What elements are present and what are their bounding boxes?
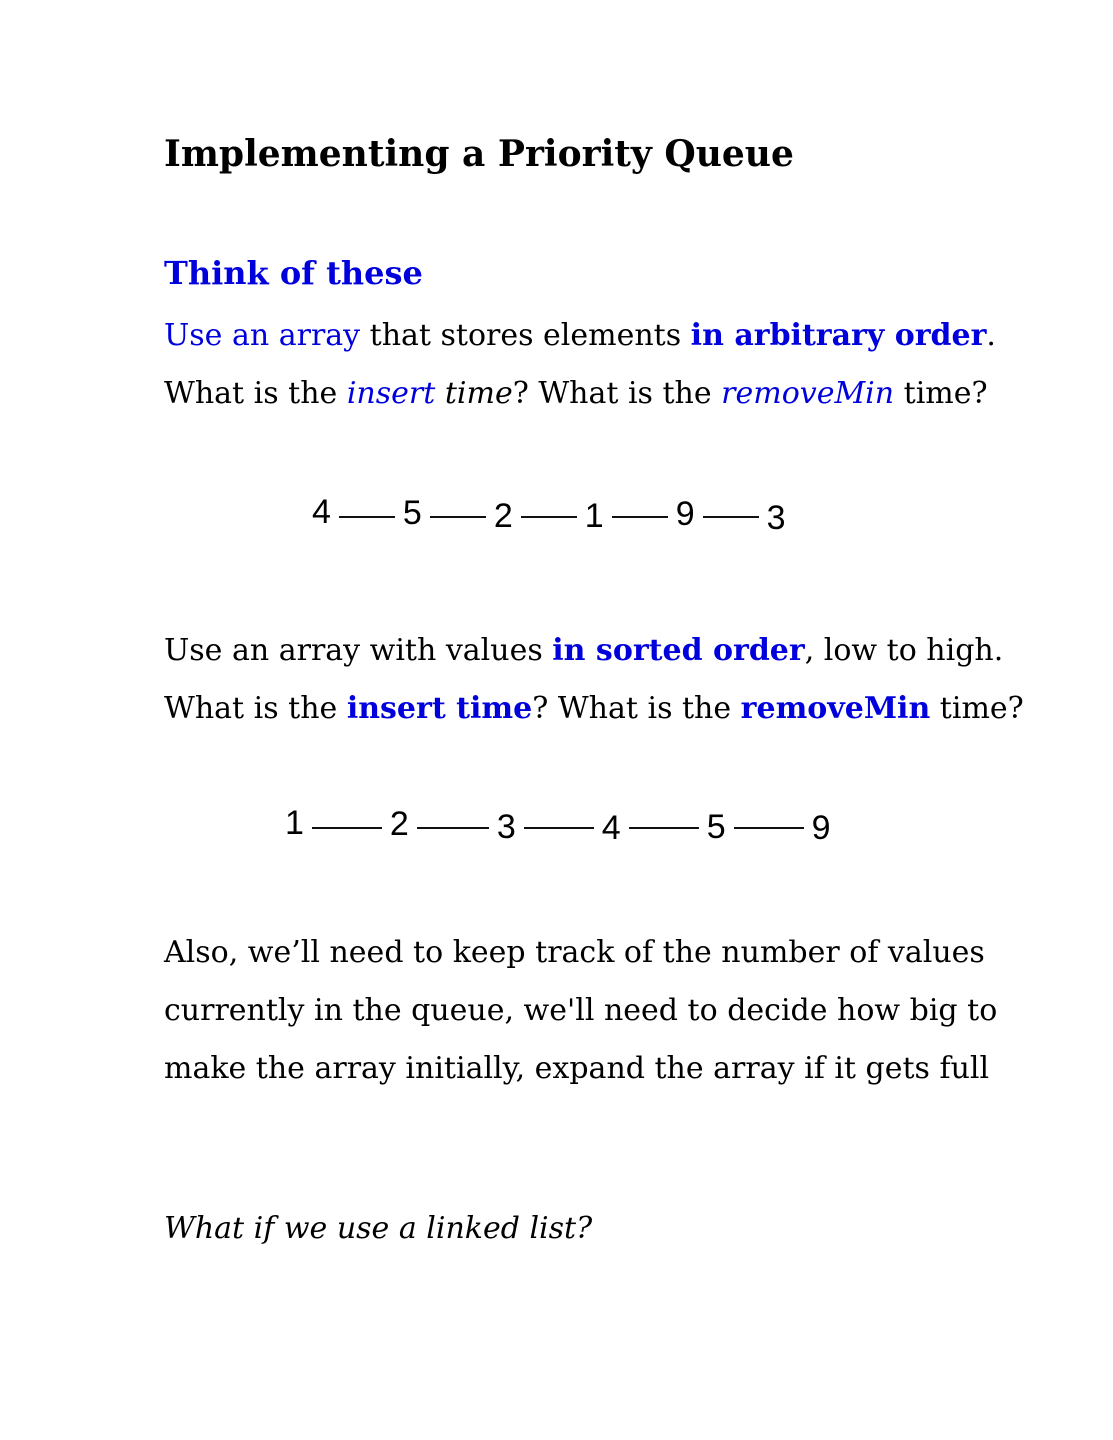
- text: What is the: [164, 691, 347, 726]
- text: , low to high.: [804, 633, 1004, 668]
- array-value: 1: [285, 804, 304, 842]
- page-title: Implementing a Priority Queue: [164, 133, 794, 175]
- text: What is the: [164, 376, 347, 411]
- para2-line2: [164, 689, 1024, 729]
- para3-line1: Also, we’ll need to keep track of the number of values: [164, 935, 985, 970]
- closing-question: What if we use a linked list?: [164, 1211, 593, 1246]
- array-value: 4: [312, 493, 331, 531]
- use-an-array-phrase: Use an array: [164, 318, 361, 353]
- connector-line: [417, 827, 489, 829]
- connector-line: [430, 516, 486, 518]
- connector-line: [521, 516, 577, 518]
- array-value: 5: [402, 494, 422, 532]
- array-value: 9: [811, 809, 831, 847]
- sorted-order-phrase: in sorted order: [552, 633, 805, 668]
- text: .: [986, 318, 996, 353]
- para3-line3: make the array initially, expand the array if it gets full: [164, 1051, 990, 1086]
- arbitrary-order-phrase: in arbitrary order: [690, 318, 987, 353]
- insert-term: insert: [346, 376, 436, 411]
- time-term: time: [444, 376, 513, 411]
- array-value: 3: [766, 499, 786, 537]
- para3-line2: currently in the queue, we'll need to decide how big to: [164, 993, 998, 1028]
- insert-time-phrase: insert time: [346, 691, 533, 726]
- array-value: 5: [706, 808, 726, 846]
- array-value: 3: [496, 808, 516, 846]
- removemin-term: removeMin: [721, 376, 895, 411]
- text: time?: [930, 691, 1024, 726]
- array-value: 2: [493, 497, 513, 535]
- sorted-array-diagram: [285, 804, 831, 847]
- array-value: 2: [389, 805, 409, 843]
- array-value: 1: [584, 497, 604, 535]
- text: [435, 376, 445, 411]
- text: that stores elements: [360, 318, 691, 353]
- para1-line2: [164, 374, 988, 414]
- text: ? What is the: [512, 376, 722, 411]
- section-heading: Think of these: [164, 254, 423, 292]
- array-value: 9: [675, 495, 695, 533]
- connector-line: [524, 827, 594, 829]
- para2-line1: [164, 631, 1003, 671]
- text: time?: [894, 376, 988, 411]
- connector-line: [734, 827, 804, 829]
- para1-line1: [164, 316, 996, 356]
- removemin-phrase: removeMin: [740, 691, 931, 726]
- connector-line: [339, 516, 395, 518]
- connector-line: [703, 516, 759, 518]
- array-value: 4: [601, 809, 621, 847]
- connector-line: [629, 827, 699, 829]
- text: ? What is the: [532, 691, 741, 726]
- connector-line: [312, 827, 382, 829]
- unsorted-array-diagram: [312, 493, 786, 537]
- text: Use an array with values: [164, 633, 553, 668]
- connector-line: [612, 516, 668, 518]
